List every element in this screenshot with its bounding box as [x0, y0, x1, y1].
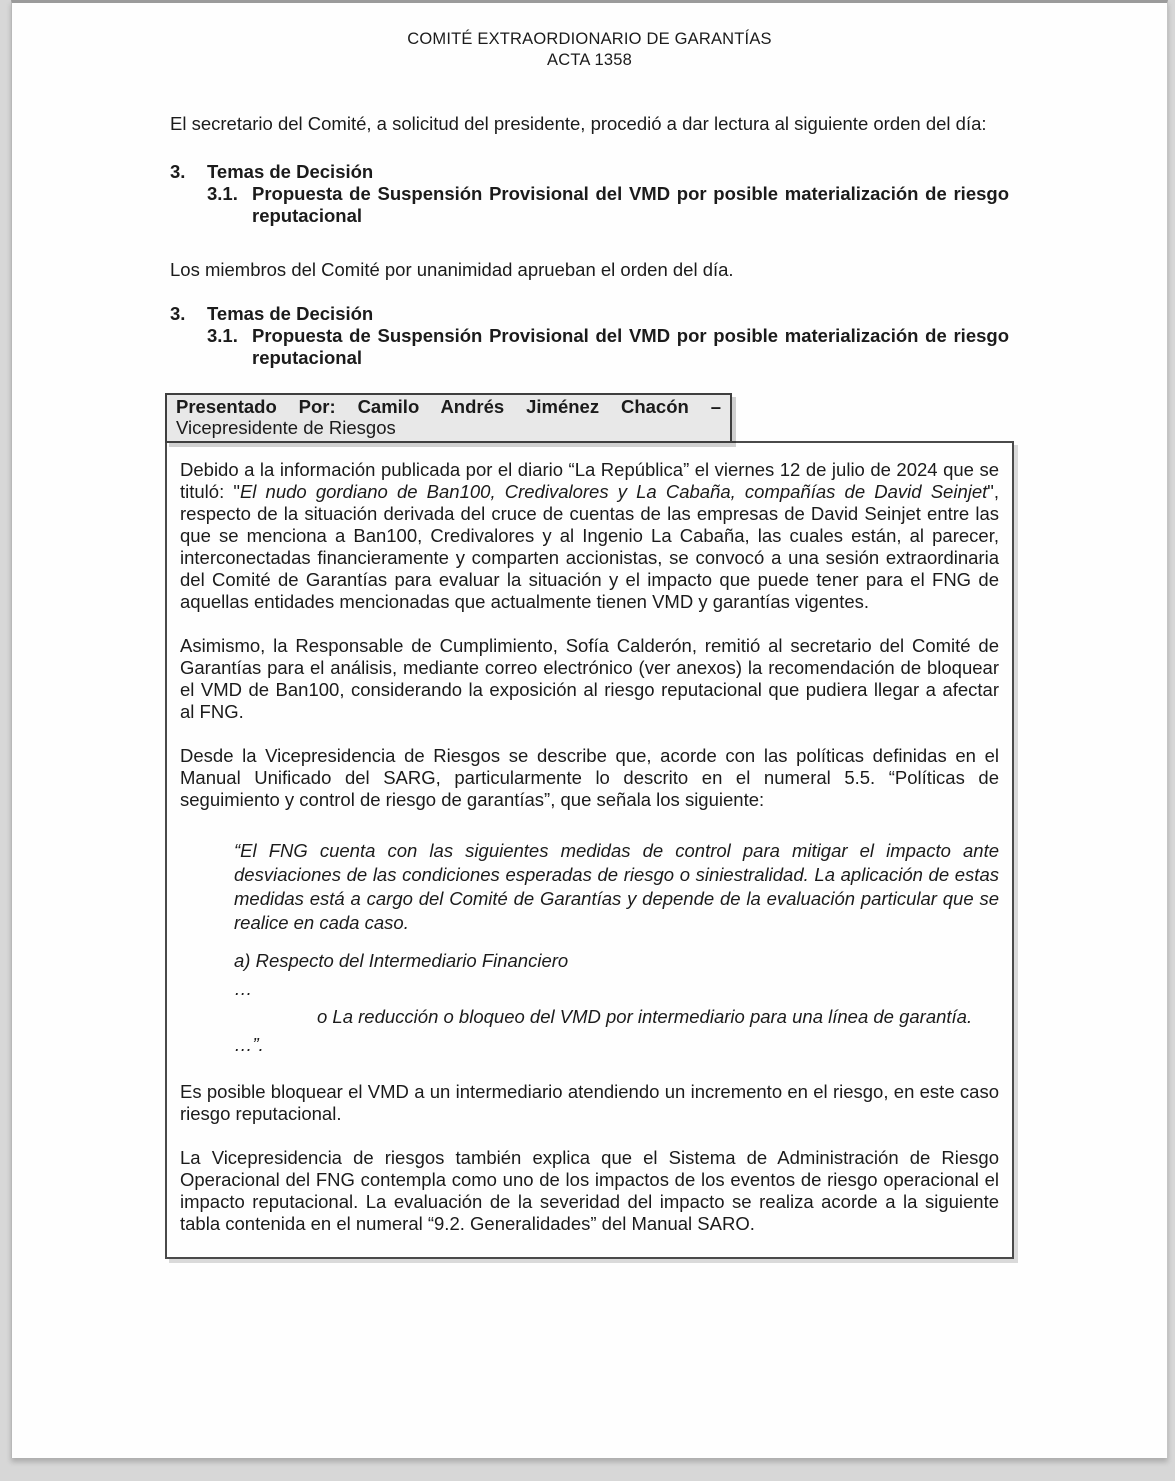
quote-ellipsis: … — [234, 978, 253, 999]
agenda-subitem-number: 3.1. — [207, 325, 238, 346]
paragraph-compliance-recommendation: Asimismo, la Responsable de Cumplimiento, Sofía Calderón, remitió al secretario del Comité de Garantías para el análisis, mediante correo electrónico (ver anexos) la recomendación de bloquear el VMD de Ban100, considerando la exposición al riesgo reputacional que pudiera llegar a afectar al FNG. — [180, 635, 999, 722]
agenda-item — [170, 303, 1009, 325]
presented-by-name: Camilo Andrés Jiménez Chacón – — [357, 396, 721, 417]
policy-quote-block — [234, 839, 999, 1057]
presented-by-box — [165, 393, 732, 443]
paragraph-block-vmd: Es posible bloquear el VMD a un intermediario atendiendo un incremento en el riesgo, en este caso riesgo reputacional. — [180, 1081, 999, 1124]
agenda-subitem-title: Propuesta de Suspensión Provisional del VMD por posible materialización de riesgo reputacional — [252, 183, 1009, 226]
quote-paragraph: “El FNG cuenta con las siguientes medidas de control para mitigar el impacto ante desviaciones de las condiciones esperadas de riesgo o siniestralidad. La aplicación de estas medidas está a cargo del Comité de Garantías y depende de la evaluación particular que se realice en cada caso. — [234, 840, 999, 933]
paragraph-vp-riesgos-policy: Desde la Vicepresidencia de Riesgos se describe que, acorde con las políticas definidas en el Manual Unificado del SARG, particularmente lo descrito en el numeral 5.5. “Políticas de seguimiento y control de riesgo de garantías”, que señala los siguiente: — [180, 745, 999, 810]
document-subtitle: ACTA 1358 — [547, 51, 632, 69]
agenda-subitem — [207, 325, 1009, 369]
presented-by-role: Vicepresidente de Riesgos — [176, 416, 396, 438]
agenda-block-second — [170, 303, 1009, 369]
agenda-subitem-title: Propuesta de Suspensión Provisional del VMD por posible materialización de riesgo reputacional — [252, 325, 1009, 368]
p1-article-title-italic: El nudo gordiano de Ban100, Credivalores y La Cabaña, compañías de David Seinjet — [239, 481, 988, 502]
paragraph-news-context — [180, 459, 999, 613]
agenda-subitem-number: 3.1. — [207, 183, 238, 204]
agenda-item-title: Temas de Decisión — [207, 161, 374, 182]
document-title: COMITÉ EXTRAORDIONARIO DE GARANTÍAS — [407, 30, 772, 48]
agenda-item-number: 3. — [170, 303, 186, 324]
document-header — [170, 29, 1009, 71]
agenda-subitem — [207, 183, 1009, 227]
agenda-item-title: Temas de Decisión — [207, 303, 374, 324]
intro-paragraph: El secretario del Comité, a solicitud del presidente, procedió a dar lectura al siguiente orden del día: — [170, 113, 987, 134]
quote-closing-ellipsis: …”. — [234, 1034, 264, 1055]
p1-text-after: ", respecto de la situación derivada del cruce de cuentas de las empresas de David Seinjet entre las que se menciona a Ban100, Credivalores y al Ingenio La Cabaña, las cuales están, al parecer, interconectadas financieramente y comparten accionistas, se convocó a una sesión extraordinaria del Comité de Garantías para evaluar la situación y el impacto que puede tener para el FNG de aquellas entidades mencionadas que actualmente tienen VMD y garantías vigentes. — [180, 481, 999, 612]
approval-paragraph: Los miembros del Comité por unanimidad aprueban el orden del día. — [170, 259, 734, 280]
agenda-block-first — [170, 161, 1009, 227]
paragraph-saro-table: La Vicepresidencia de riesgos también explica que el Sistema de Administración de Riesgo Operacional del FNG contempla como uno de los impactos de los eventos de riesgo operacional el impacto reputacional. La evaluación de la severidad del impacto se realiza acorde a la siguiente tabla contenida en el numeral “9.2. Generalidades” del Manual SARO. — [180, 1147, 999, 1234]
presented-by-line — [176, 397, 721, 418]
main-content-box — [165, 441, 1014, 1259]
agenda-item — [170, 161, 1009, 183]
quote-bullet-vmd: o La reducción o bloqueo del VMD por intermediario para una línea de garantía. — [317, 1006, 973, 1027]
p1-text-before: Debido a la información publicada por el diario “La República” el viernes 12 de julio de 2024 que se tituló: " — [180, 459, 999, 502]
document-page — [11, 0, 1168, 1458]
presented-by-label: Presentado Por: — [176, 396, 336, 417]
quote-item-a: a) Respecto del Intermediario Financiero — [234, 950, 569, 971]
agenda-item-number: 3. — [170, 161, 186, 182]
